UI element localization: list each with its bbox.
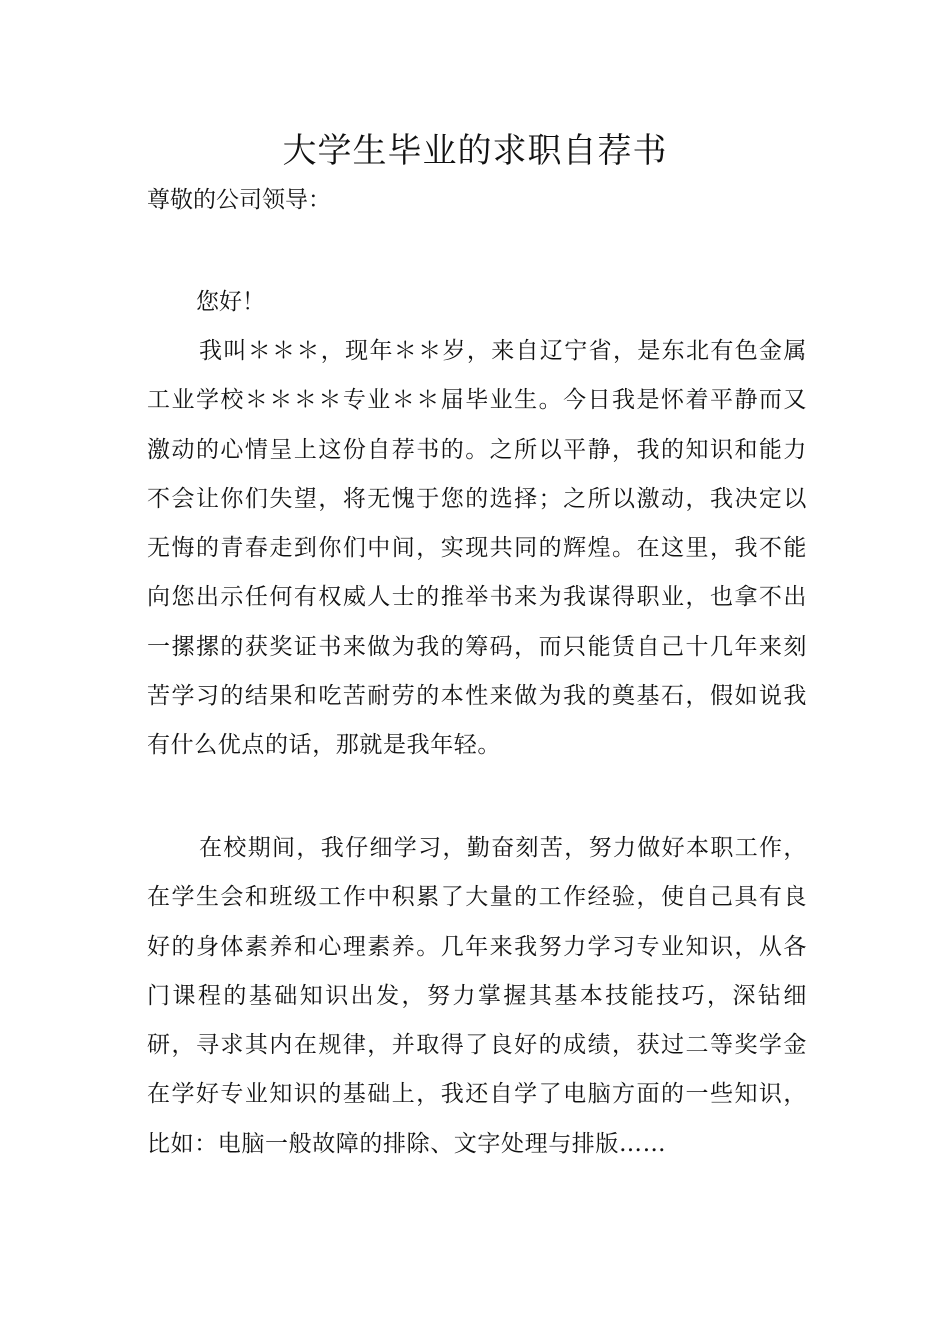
document-title: 大学生毕业的求职自荐书 (282, 131, 668, 171)
body-paragraph-1: 我叫＊＊＊，现年＊＊岁，来自辽宁省，是东北有色金属工业学校＊＊＊＊专业＊＊届毕业生。今日我是怀着平静而又激动的心情呈上这份自荐书的。之所以平静，我的知识和能力不会让你们失望，将无愧于您的选择；之所以激动，我决定以无悔的青春走到你们中间，实现共同的辉煌。在这里，我不能向您出示任何有权威人士的推举书来为我谋得职业，也拿不出一摞摞的获奖证书来做为我的筹码，而只能赁自己十几年来刻苦学习的结果和吃苦耐劳的本性来做为我的奠基石，假如说我有什么优点的话，那就是我年轻。 (147, 338, 807, 759)
greeting: 您好！ (196, 289, 265, 315)
body-paragraph-2: 在校期间，我仔细学习，勤奋刻苦，努力做好本职工作，在学生会和班级工作中积累了大量的工作经验，使自己具有良好的身体素养和心理素养。几年来我努力学习专业知识，从各门课程的基础知识出发，努力掌握其基本技能技巧，深钻细研，寻求其内在规律，并取得了良好的成绩，获过二等奖学金在学好专业知识的基础上，我还自学了电脑方面的一些知识，比如：电脑一般故障的排除、文字处理与排版…… (147, 835, 807, 1157)
salutation: 尊敬的公司领导： (147, 187, 331, 213)
